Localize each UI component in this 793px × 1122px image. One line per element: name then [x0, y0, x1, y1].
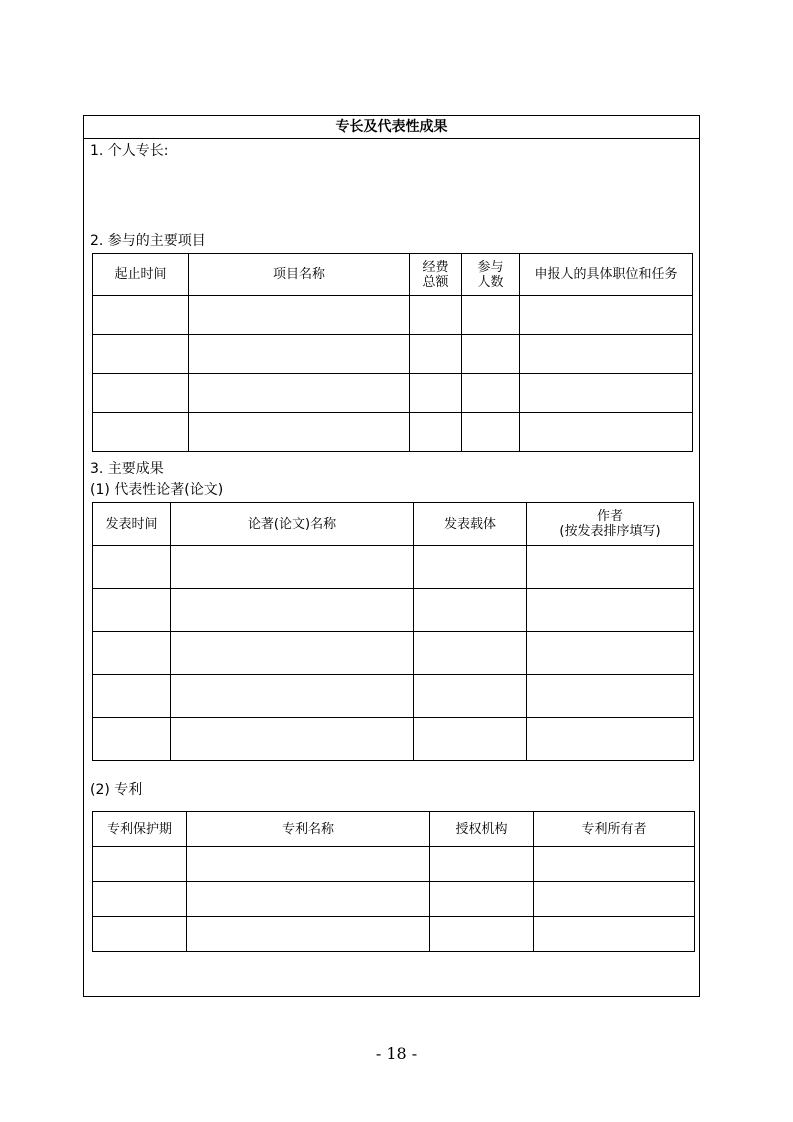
- blank-cell[interactable]: [93, 296, 189, 335]
- projects-header-row: [93, 254, 693, 296]
- blank-cell[interactable]: [410, 335, 462, 374]
- blank-cell[interactable]: [534, 847, 695, 882]
- table-row: [93, 335, 693, 374]
- patents-label: (2) 专利: [90, 782, 143, 798]
- blank-cell[interactable]: [527, 718, 694, 761]
- header-cell: 参与 人数: [462, 254, 520, 296]
- blank-cell[interactable]: [520, 374, 693, 413]
- blank-cell[interactable]: [462, 296, 520, 335]
- projects-label: 2. 参与的主要项目: [90, 233, 206, 249]
- blank-cell[interactable]: [527, 632, 694, 675]
- table-row: [93, 589, 694, 632]
- specialty-label: 1. 个人专长:: [90, 143, 169, 159]
- blank-cell[interactable]: [171, 718, 414, 761]
- blank-cell[interactable]: [520, 413, 693, 452]
- projects-table: [92, 253, 693, 452]
- blank-cell[interactable]: [189, 296, 410, 335]
- achievements-label: 3. 主要成果: [90, 461, 164, 477]
- header-cell: 起止时间: [93, 254, 189, 296]
- blank-cell[interactable]: [171, 546, 414, 589]
- header-cell: 发表载体: [414, 503, 527, 546]
- table-row: [93, 413, 693, 452]
- section-title: 专长及代表性成果: [84, 116, 699, 139]
- blank-cell[interactable]: [93, 413, 189, 452]
- header-cell: 发表时间: [93, 503, 171, 546]
- papers-table: [92, 502, 694, 761]
- header-cell: 作者 (按发表排序填写): [527, 503, 694, 546]
- blank-cell[interactable]: [187, 882, 430, 917]
- patents-table: [92, 811, 695, 952]
- papers-label: (1) 代表性论著(论文): [90, 482, 224, 498]
- header-cell: 经费 总额: [410, 254, 462, 296]
- blank-cell[interactable]: [189, 374, 410, 413]
- blank-cell[interactable]: [414, 632, 527, 675]
- table-row: [93, 718, 694, 761]
- header-cell: 申报人的具体职位和任务: [520, 254, 693, 296]
- header-cell: 论著(论文)名称: [171, 503, 414, 546]
- blank-cell[interactable]: [462, 335, 520, 374]
- blank-cell[interactable]: [187, 917, 430, 952]
- blank-cell[interactable]: [93, 632, 171, 675]
- blank-cell[interactable]: [93, 847, 187, 882]
- blank-cell[interactable]: [410, 374, 462, 413]
- patents-header-row: [93, 812, 695, 847]
- blank-cell[interactable]: [171, 675, 414, 718]
- blank-cell[interactable]: [93, 718, 171, 761]
- blank-cell[interactable]: [93, 882, 187, 917]
- blank-cell[interactable]: [462, 374, 520, 413]
- blank-cell[interactable]: [171, 632, 414, 675]
- blank-cell[interactable]: [189, 413, 410, 452]
- blank-cell[interactable]: [93, 675, 171, 718]
- blank-cell[interactable]: [414, 589, 527, 632]
- blank-cell[interactable]: [189, 335, 410, 374]
- achievements-form: [83, 115, 700, 997]
- blank-cell[interactable]: [93, 546, 171, 589]
- blank-cell[interactable]: [93, 589, 171, 632]
- blank-cell[interactable]: [93, 917, 187, 952]
- header-cell: 授权机构: [430, 812, 534, 847]
- page-number: - 18 -: [375, 1044, 418, 1063]
- table-row: [93, 374, 693, 413]
- header-cell: 专利所有者: [534, 812, 695, 847]
- header-cell: 专利保护期: [93, 812, 187, 847]
- blank-cell[interactable]: [93, 335, 189, 374]
- blank-cell[interactable]: [534, 917, 695, 952]
- table-row: [93, 632, 694, 675]
- table-row: [93, 296, 693, 335]
- blank-cell[interactable]: [430, 847, 534, 882]
- blank-cell[interactable]: [430, 917, 534, 952]
- blank-cell[interactable]: [414, 675, 527, 718]
- blank-cell[interactable]: [410, 296, 462, 335]
- table-row: [93, 847, 695, 882]
- blank-cell[interactable]: [520, 335, 693, 374]
- blank-cell[interactable]: [462, 413, 520, 452]
- blank-cell[interactable]: [171, 589, 414, 632]
- table-row: [93, 882, 695, 917]
- blank-cell[interactable]: [527, 589, 694, 632]
- table-row: [93, 546, 694, 589]
- blank-cell[interactable]: [520, 296, 693, 335]
- blank-cell[interactable]: [414, 718, 527, 761]
- blank-cell[interactable]: [527, 675, 694, 718]
- blank-cell[interactable]: [527, 546, 694, 589]
- table-row: [93, 675, 694, 718]
- table-row: [93, 917, 695, 952]
- header-cell: 项目名称: [189, 254, 410, 296]
- header-cell: 专利名称: [187, 812, 430, 847]
- papers-header-row: [93, 503, 694, 546]
- blank-cell[interactable]: [534, 882, 695, 917]
- blank-cell[interactable]: [93, 374, 189, 413]
- blank-cell[interactable]: [414, 546, 527, 589]
- blank-cell[interactable]: [430, 882, 534, 917]
- blank-cell[interactable]: [410, 413, 462, 452]
- blank-cell[interactable]: [187, 847, 430, 882]
